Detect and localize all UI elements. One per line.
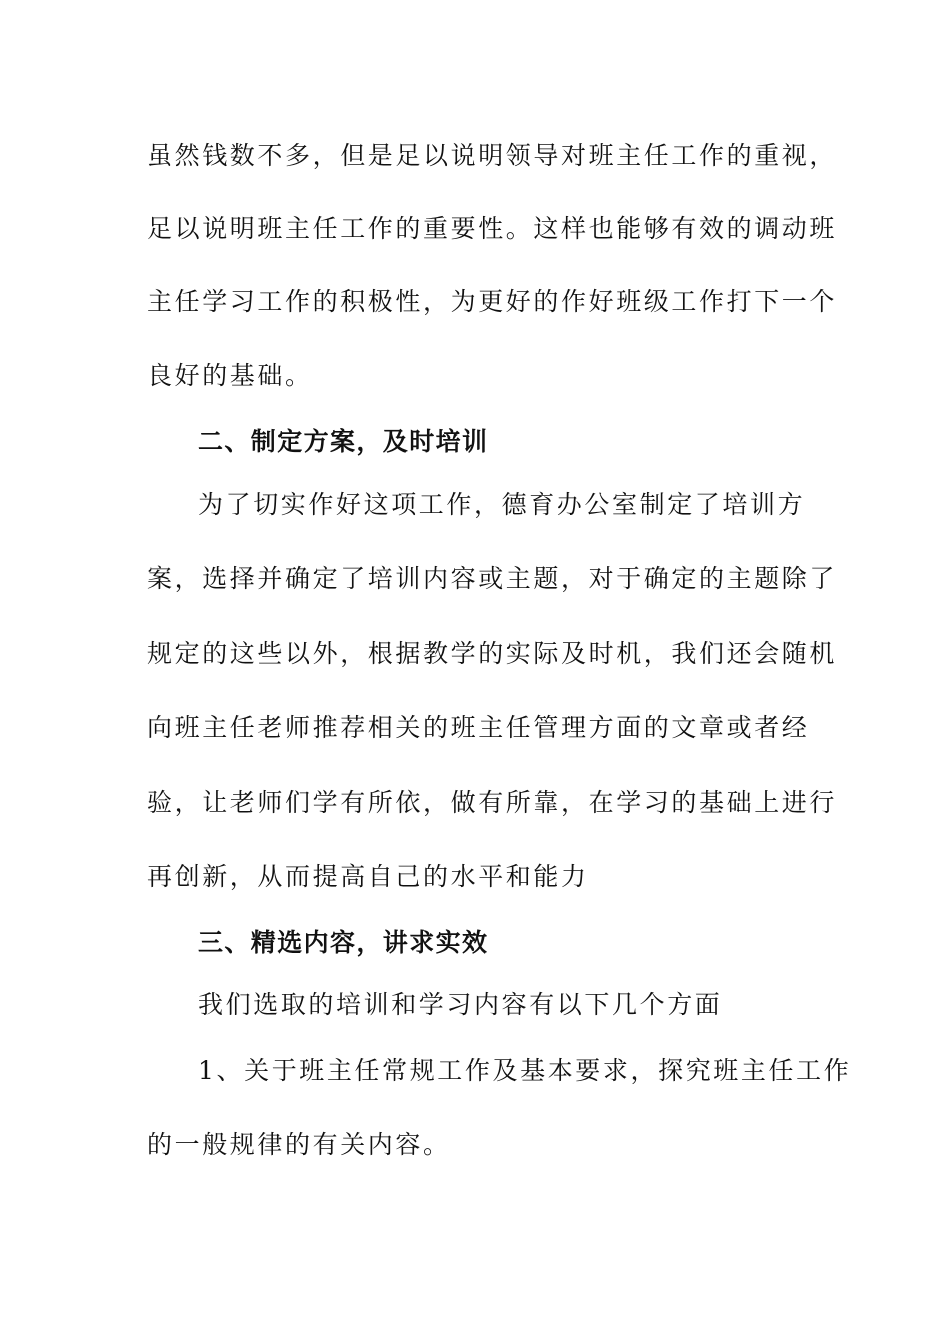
section-heading-2: 二、制定方案，及时培训 [198, 427, 489, 456]
paragraph-line: 向班主任老师推荐相关的班主任管理方面的文章或者经 [147, 713, 810, 742]
section-heading-3: 三、精选内容，讲求实效 [198, 928, 489, 957]
paragraph-line: 再创新，从而提高自己的水平和能力 [147, 862, 589, 891]
paragraph-line: 验，让老师们学有所依，做有所靠，在学习的基础上进行 [147, 788, 838, 817]
list-item-line: 1、关于班主任常规工作及基本要求，探究班主任工作 [198, 1056, 852, 1085]
paragraph-line: 良好的基础。 [147, 361, 313, 390]
paragraph-line: 为了切实作好这项工作，德育办公室制定了培训方 [198, 490, 806, 519]
paragraph-line: 足以说明班主任工作的重要性。这样也能够有效的调动班 [147, 214, 838, 243]
paragraph-line: 虽然钱数不多，但是足以说明领导对班主任工作的重视， [147, 141, 838, 170]
paragraph-line: 主任学习工作的积极性，为更好的作好班级工作打下一个 [147, 287, 838, 316]
paragraph-line: 规定的这些以外，根据教学的实际及时机，我们还会随机 [147, 639, 838, 668]
list-item-line: 的一般规律的有关内容。 [147, 1130, 451, 1159]
paragraph-line: 案，选择并确定了培训内容或主题，对于确定的主题除了 [147, 564, 838, 593]
paragraph-line: 我们选取的培训和学习内容有以下几个方面 [198, 990, 723, 1019]
